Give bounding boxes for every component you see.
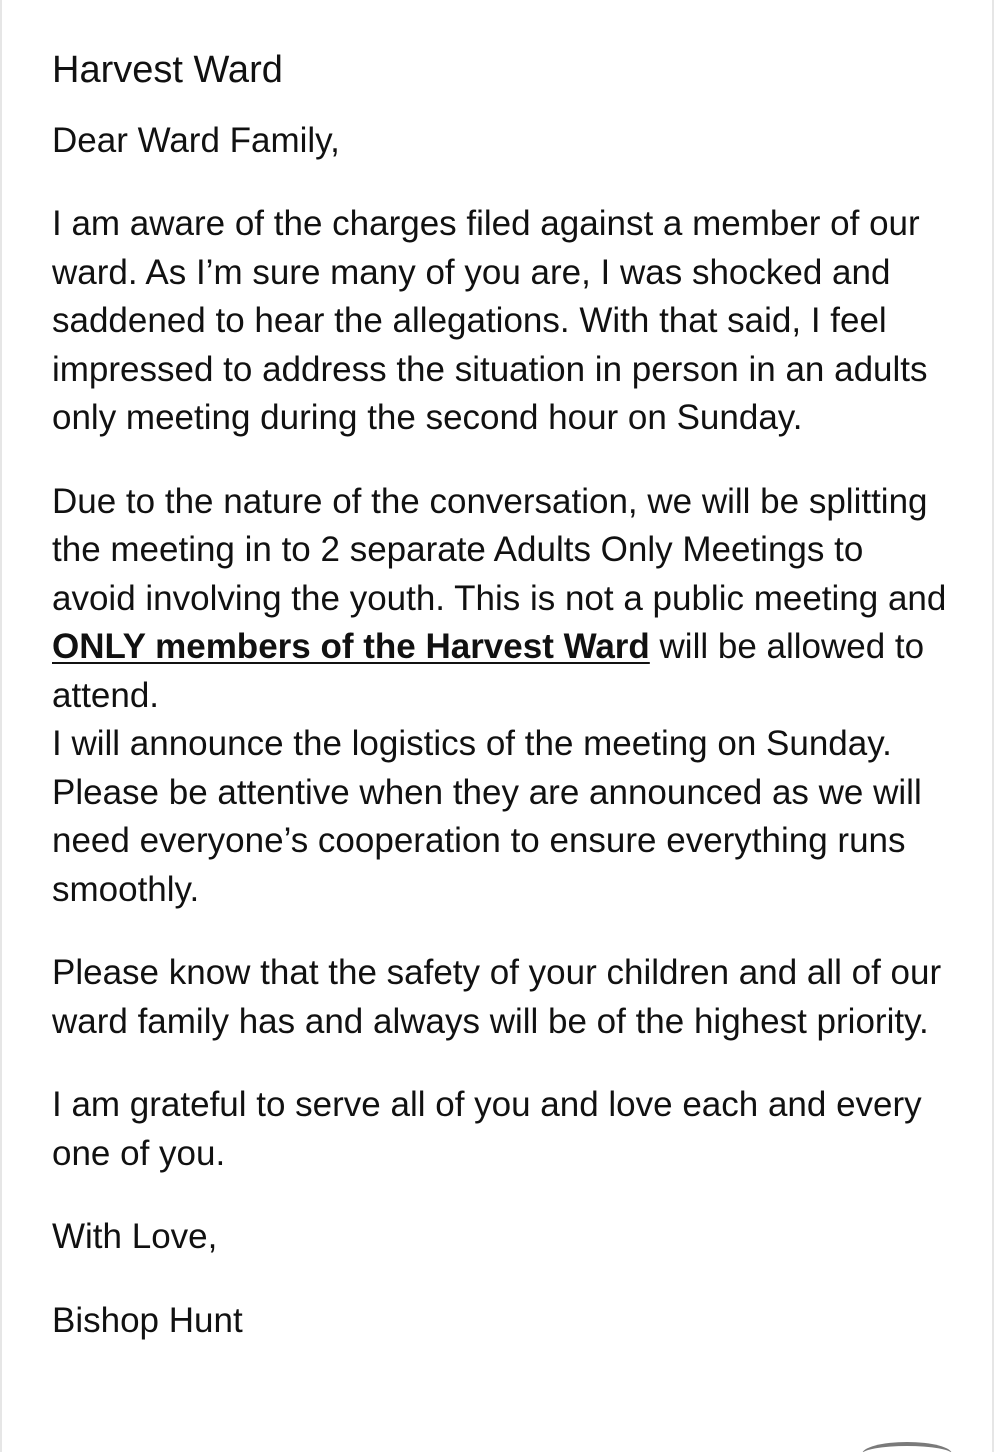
paragraph-safety: Please know that the safety of your children and all of our ward family has and always will be of the highest priority. [52, 953, 942, 1041]
paragraph-meeting-text-end: will be allowed to attend. [52, 627, 925, 715]
paragraph-charges: I am aware of the charges filed against a member of our ward. As I’m sure many of you are, I was shocked and saddened to hear the allegations. With that said, I feel impressed to address the situation in person in an adults only meeting during the second hour on Sunday. [52, 204, 928, 437]
letter-signature: Bishop Hunt [52, 1300, 243, 1340]
letter-body [52, 46, 952, 1345]
scroll-edge-decoration [862, 1442, 952, 1452]
letter-closing: With Love, [52, 1217, 218, 1256]
letter-greeting: Dear Ward Family, [52, 120, 340, 160]
paragraph-meeting-text: Due to the nature of the conversation, we will be splitting the meeting in to 2 separate Adults Only Meetings to avoid involving the youth. This is not a public meeting and [52, 481, 947, 618]
paragraph-meeting [52, 478, 952, 721]
paragraph-gratitude: I am grateful to serve all of you and love each and every one of you. [52, 1085, 922, 1173]
letter-heading: Harvest Ward [52, 49, 283, 91]
members-only-emphasis: ONLY members of the Harvest Ward [52, 627, 650, 666]
paragraph-logistics: I will announce the logistics of the meeting on Sunday. Please be attentive when they are announced as we will need everyone’s cooperation to ensure everything runs smoothly. [52, 724, 922, 909]
